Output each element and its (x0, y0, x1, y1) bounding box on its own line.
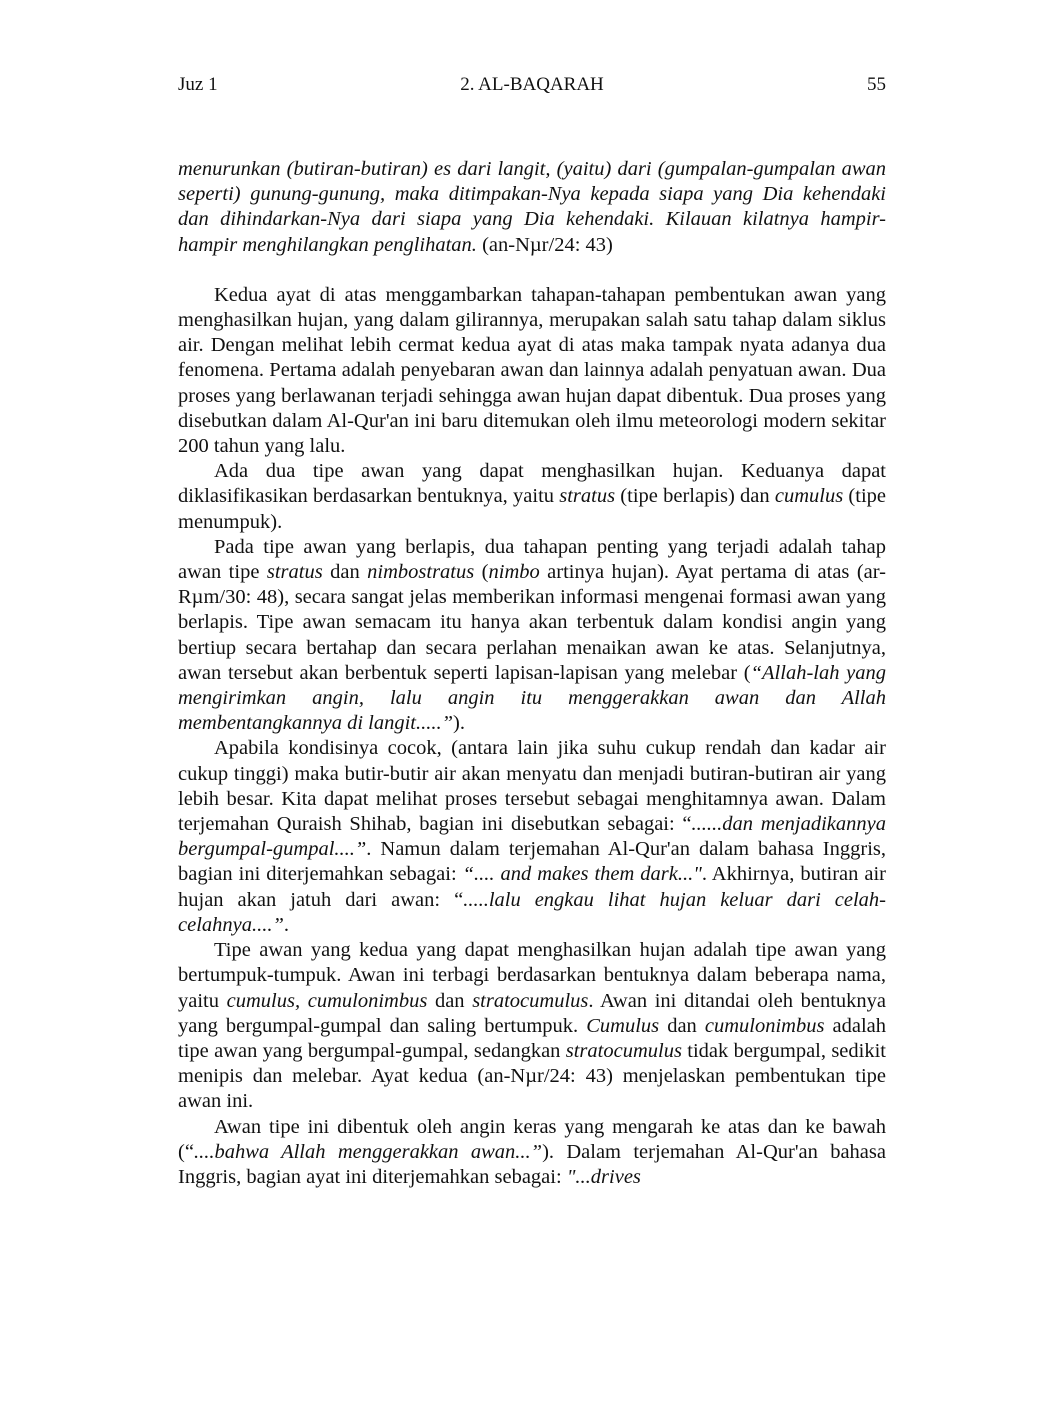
page-number: 55 (867, 74, 886, 95)
juz-label: Juz 1 (178, 74, 218, 95)
paragraph-2: Ada dua tipe awan yang dapat menghasilkan hujan. Keduanya dapat diklasifikasikan berdasarkan bentuknya, yaitu stratus (tipe berlapis) dan cumulus (tipe menumpuk). (178, 460, 886, 533)
paragraph-1: Kedua ayat di atas menggambarkan tahapan-tahapan pembentukan awan yang menghasilkan hujan, yang dalam gilirannya, merupakan salah satu tahap dalam siklus air. Dengan melihat lebih cermat kedua ayat di atas maka tampak nyata adanya dua fenomena. Pertama adalah penyebaran awan dan lainnya adalah penyatuan awan. Dua proses yang berlawanan terjadi sehingga awan hujan dapat dibentuk. Dua proses yang disebutkan dalam Al-Qur'an ini baru ditemukan oleh ilmu meteorologi modern sekitar 200 tahun yang lalu. (178, 283, 886, 458)
quote-reference: (an-Nµr/24: 43) (482, 233, 613, 256)
running-header (178, 72, 886, 98)
surah-title: 2. AL-BAQARAH (460, 74, 604, 95)
paragraph-3: Pada tipe awan yang berlapis, dua tahapan penting yang terjadi adalah tahap awan tipe stratus dan nimbostratus (nimbo artinya hujan). Ayat pertama di atas (ar-Rµm/30: 48), secara sangat jelas memberikan informasi mengenai formasi awan yang berlapis. Tipe awan semacam itu hanya akan terbentuk dalam kondisi angin yang bertiup secara bertahap dan secara perlahan menaikan awan ke atas. Selanjutnya, awan tersebut akan berbentuk seperti lapisan-lapisan yang melebar (“Allah-lah yang mengirimkan angin, lalu angin itu menggerakkan awan dan Allah membentangkannya di langit.....”). (178, 535, 887, 735)
body-text (178, 157, 886, 1190)
quran-quote (178, 157, 886, 258)
paragraph-gap (178, 258, 886, 283)
quote-text: menurunkan (butiran-butiran) es dari langit, (yaitu) dari (gumpalan-gumpalan awan seperti) gunung-gunung, maka ditimpakan-Nya kepada siapa yang Dia kehendaki dan dihindarkan-Nya dari siapa yang Dia kehendaki. Kilauan kilatnya hampir-hampir menghilangkan penglihatan. (178, 158, 886, 256)
paragraph-6: Awan tipe ini dibentuk oleh angin keras yang mengarah ke atas dan ke bawah (“....bahwa Allah menggerakkan awan...”). Dalam terjemahan Al-Qur'an bahasa Inggris, bagian ayat ini diterjemahkan sebagai: "...drives (178, 1115, 886, 1188)
paragraph-4: Apabila kondisinya cocok, (antara lain jika suhu cukup rendah dan kadar air cukup tinggi) maka butir-butir air akan menyatu dan menjadi butiran-butiran air yang lebih besar. Kita dapat melihat proses tersebut sebagai menghitamnya awan. Dalam terjemahan Quraish Shihab, bagian ini disebutkan sebagai: “......dan menjadikannya bergumpal-gumpal....”. Namun dalam terjemahan Al-Qur'an dalam bahasa Inggris, bagian ini diterjemahkan sebagai: “.... and makes them dark...". Akhirnya, butiran air hujan akan jatuh dari awan: “.....lalu engkau lihat hujan keluar dari celah-celahnya....”. (178, 737, 886, 936)
paragraph-5: Tipe awan yang kedua yang dapat menghasilkan hujan adalah tipe awan yang bertumpuk-tumpuk. Awan ini terbagi berdasarkan bentuknya dalam beberapa nama, yaitu cumulus, cumulonimbus dan stratocumulus. Awan ini ditandai oleh bentuknya yang bergumpal-gumpal dan saling bertumpuk. Cumulus dan cumulonimbus adalah tipe awan yang bergumpal-gumpal, sedangkan stratocumulus tidak bergumpal, sedikit menipis dan melebar. Ayat kedua (an-Nµr/24: 43) menjelaskan pembentukan tipe awan ini. (178, 939, 886, 1113)
